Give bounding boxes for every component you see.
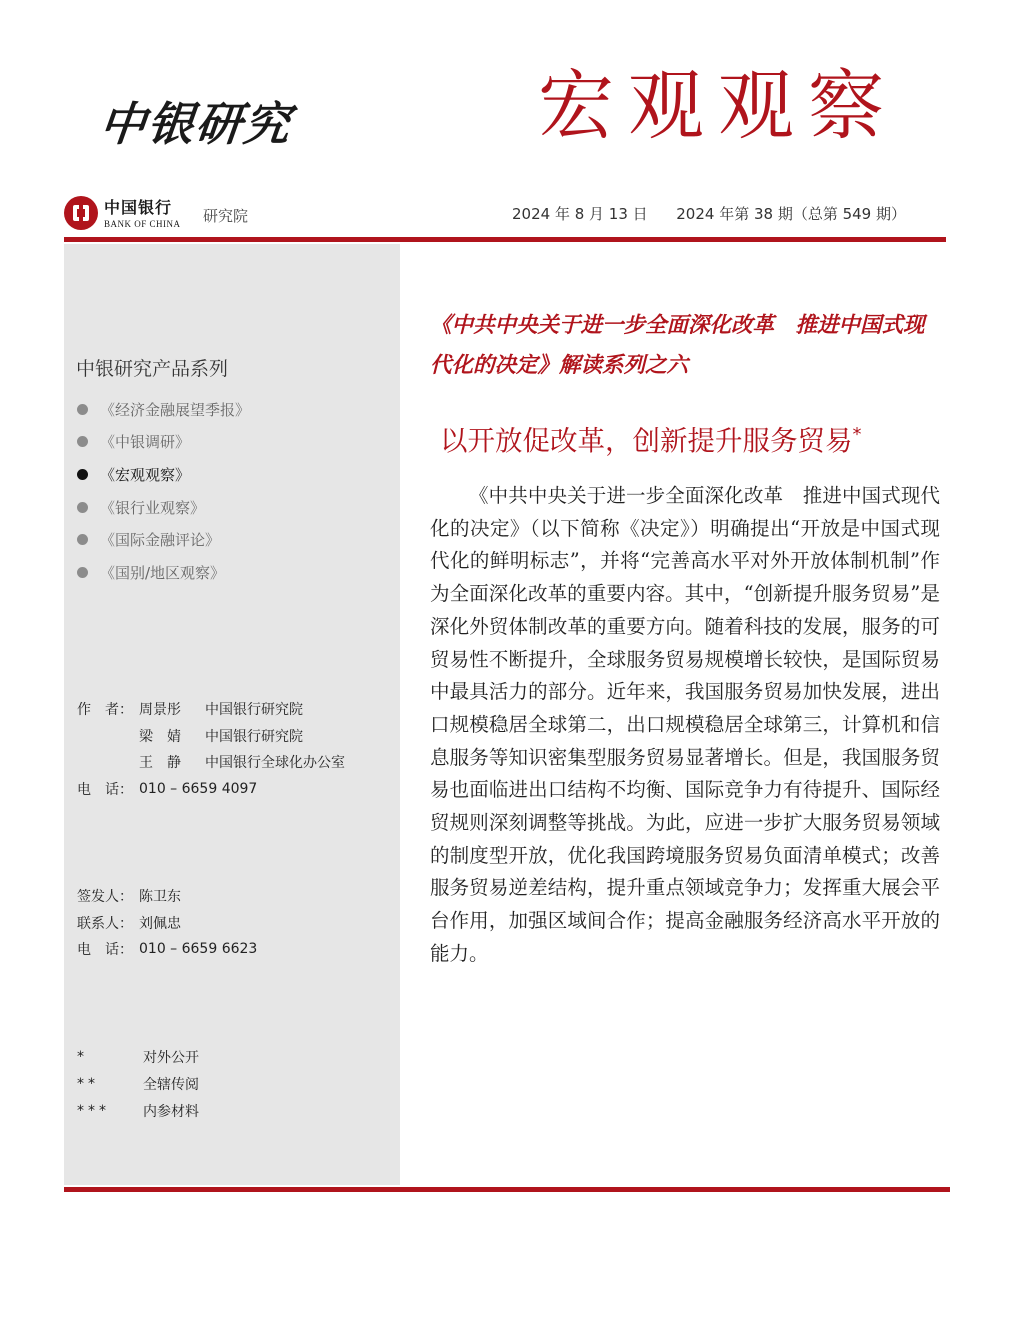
article-title-text: 以开放促改革，创新提升服务贸易 [440,425,853,457]
author-org: 中国银行研究院 [205,702,303,719]
product-label: 《宏观观察》 [100,465,191,484]
phone-label: 电 话： [77,781,133,798]
phone-row [77,776,345,803]
date-issue-line [512,203,906,224]
contact-phone: 010 – 6659 6623 [139,941,258,958]
brand-calligraphy-logo: 中银研究 [96,97,295,151]
access-label: 对外公开 [143,1049,199,1066]
product-series-title: 中银研究产品系列 [76,358,229,380]
product-item [77,491,250,524]
access-levels [77,1043,199,1124]
authors-label: 作 者： [77,702,133,719]
access-mark: ** [77,1075,99,1092]
product-label: 《银行业观察》 [100,498,206,517]
report-issue: 2024 年第 38 期（总第 549 期） [676,205,906,223]
author-row [77,749,345,776]
access-level-row [77,1043,199,1070]
author-name: 梁 婧 [139,728,181,745]
author-name: 周景彤 [139,702,181,719]
signer-name: 陈卫东 [139,889,181,906]
access-label: 内参材料 [143,1103,199,1120]
footnote-mark: * [852,424,862,445]
product-item [77,523,250,556]
product-label: 《中银调研》 [100,433,191,452]
access-mark: *** [77,1102,110,1119]
access-label: 全辖传阅 [143,1076,199,1093]
bullet-icon [77,567,88,578]
top-divider [64,237,946,242]
contact-block [77,883,257,963]
bullet-icon [77,534,88,545]
author-row [77,723,345,750]
product-item [77,556,250,589]
access-level-row [77,1097,199,1124]
phone-row [77,936,257,963]
contact-label: 联系人： [77,915,133,932]
article-title [440,418,862,458]
product-series-list [77,393,250,589]
article-series-heading: 《中共中央关于进一步全面深化改革 推进中国式现代化的决定》解读系列之六 [430,313,925,378]
product-label: 《国别/地区观察》 [100,563,226,582]
phone-label: 电 话： [77,942,133,959]
signer-row [77,883,257,910]
authors-phone: 010 – 6659 4097 [139,780,258,797]
bank-name-en: BANK OF CHINA [104,219,181,229]
bullet-icon [77,502,88,513]
bullet-icon [77,404,88,415]
contact-row [77,910,257,937]
report-series-title: 宏观观察 [538,61,898,150]
product-item [77,393,250,426]
access-mark: * [77,1048,88,1065]
product-label: 《经济金融展望季报》 [100,400,251,419]
access-level-row [77,1070,199,1097]
bottom-divider [64,1187,950,1192]
author-org: 中国银行全球化办公室 [205,755,345,772]
product-item [77,426,250,459]
bank-name-cn: 中国银行 [104,198,173,217]
report-date: 2024 年 8 月 13 日 [512,205,648,223]
bullet-icon [77,469,88,480]
product-item-current [77,458,250,491]
product-label: 《国际金融评论》 [100,531,221,550]
author-name: 王 静 [139,755,181,772]
author-row [77,696,345,723]
bank-of-china-logo-icon [64,196,98,230]
bullet-icon [77,436,88,447]
authors-block [77,696,345,802]
institute-label: 研究院 [203,207,249,225]
signer-label: 签发人： [77,889,133,906]
author-org: 中国银行研究院 [205,728,303,745]
article-abstract: 《中共中央关于进一步全面深化改革 推进中国式现代化的决定》（以下简称《决定》）明确提出“开放是中国式现代化的鲜明标志”，并将“完善高水平对外开放体制机制”作为全面深化改革的重要内容。其中，“创新提升服务贸易”是深化外贸体制改革的重要方向。随着科技的发展，服务的可贸易性不断提升，全球服务贸易规模增长较快，是国际贸易中最具活力的部分。近年来，我国服务贸易加快发展，进出口规模稳居全球第二，出口规模稳居全球第三，计算机和信息服务等知识密集型服务贸易显著增长。但是，我国服务贸易也面临进出口结构不均衡、国际竞争力有待提升、国际经贸规则深刻调整等挑战。为此，应进一步扩大服务贸易领域的制度型开放，优化我国跨境服务贸易负面清单模式；改善服务贸易逆差结构，提升重点领域竞争力；发挥重大展会平台作用，加强区域间合作；提高金融服务经济高水平开放的能力。 [430,484,940,965]
contact-name: 刘佩忠 [139,915,181,932]
